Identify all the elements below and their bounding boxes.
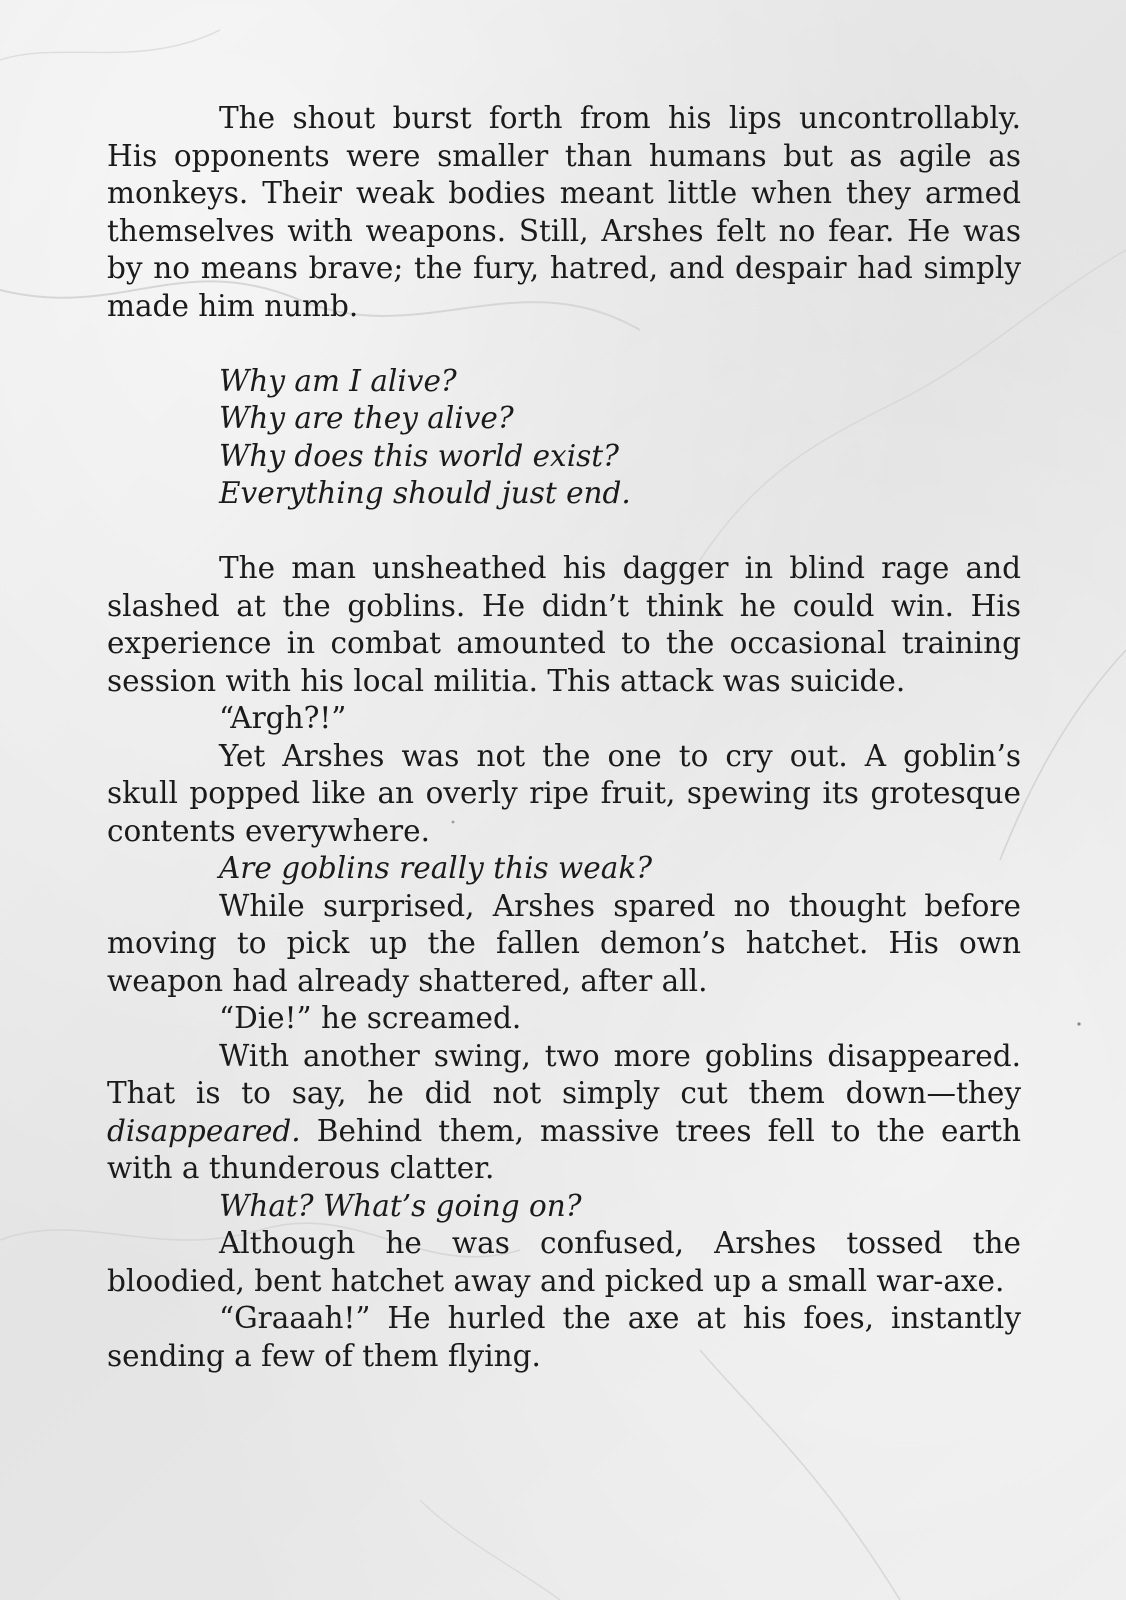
verse-line-4: Everything should just end. [219, 476, 631, 510]
paragraph-8-part-b: Behind them, massive trees fell to the earth with a thunderous clatter. [107, 1113, 1021, 1185]
verse-line-1: Why am I alive? [219, 363, 457, 398]
book-page [107, 100, 1021, 1375]
paragraph-8-emphasis: disappeared. [107, 1113, 301, 1148]
dialogue-die: “Die!” he screamed. [219, 1001, 522, 1035]
dialogue-argh: “Argh?!” [219, 701, 347, 735]
paragraph-4: Yet Arshes was not the one to cry out. A goblin’s skull popped like an overly ripe fruit, spewing its grotesque contents everywhere. [107, 738, 1021, 848]
paragraph-8-part-a: With another swing, two more goblins disappeared. That is to say, he did not simply cut them down—they [107, 1038, 1021, 1110]
italic-verse [219, 363, 1021, 513]
verse-line-3: Why does this world exist? [219, 438, 619, 473]
paragraph-6: While surprised, Arshes spared no thought before moving to pick up the fallen demon’s hatchet. His own weapon had already shattered, after all. [107, 888, 1021, 998]
thought-goblins-weak: Are goblins really this weak? [219, 851, 653, 885]
paragraph-1: The shout burst forth from his lips uncontrollably. His opponents were smaller than humans but as agile as monkeys. Their weak bodies meant little when they armed themselves with weapons. Still, Arshes felt no fear. He was by no means brave; the fury, hatred, and despair had simply made him numb. [107, 101, 1021, 323]
paragraph-2: The man unsheathed his dagger in blind rage and slashed at the goblins. He didn’t think he could win. His experience in combat amounted to the occasional training session with his local militia. This attack was suicide. [107, 551, 1021, 698]
paragraph-10: Although he was confused, Arshes tossed the bloodied, bent hatchet away and picked up a small war-axe. [107, 1226, 1021, 1298]
paragraph-11: “Graaah!” He hurled the axe at his foes, instantly sending a few of them flying. [107, 1301, 1021, 1373]
paragraph-8 [107, 1038, 1021, 1188]
verse-line-2: Why are they alive? [219, 401, 514, 435]
thought-whats-going-on: What? What’s going on? [219, 1188, 582, 1223]
